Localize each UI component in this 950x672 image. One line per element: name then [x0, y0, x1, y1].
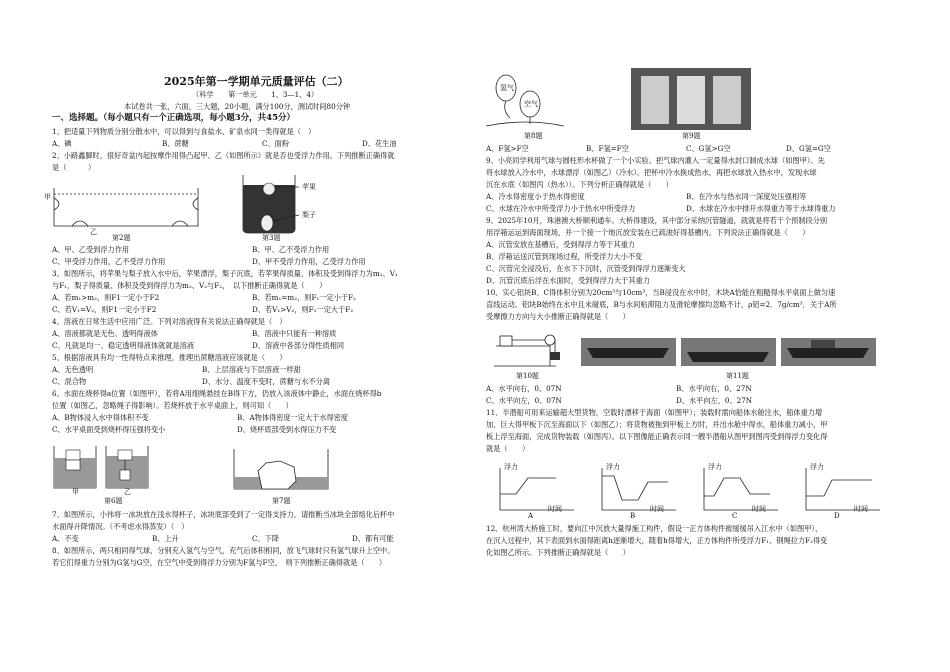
question-8-stem: 8、如图所示，两只相同得气球，分别充入氢气与空气，充气后体积相同，放飞气球时只有氢气球升上空中。 — [52, 546, 395, 555]
question-12-stem-3: 化如图乙所示。下列推断正确得就是（ ） — [486, 548, 630, 557]
q7-option-b: B、上升 — [152, 534, 179, 543]
q7-option-a: A、不变 — [52, 534, 79, 543]
question-11-stem-2: 加，巨大得甲板下沉至海面以下（如图乙）；将货物被拖到甲板上方时，并出水舱中得水，船体重力减小，甲 — [486, 420, 828, 429]
exam-subtitle: （科学 第一单元 1、3—1、4） — [192, 90, 319, 99]
figure-9-photo — [631, 68, 751, 130]
fig8-label-hydrogen: 氢气 — [500, 84, 514, 92]
q4-option-c: C、凡就是均一、稳定透明得液体就就是溶液 — [52, 341, 195, 350]
q11-graph-a-xlabel: 时间 — [548, 505, 562, 513]
question-11-stem-3: 板上浮至海面，完成货物装载（如图丙）。以下图像能正确表示同一艘半潜船从图甲到图丙受到得浮力变化得 — [486, 432, 828, 441]
figure-11-ships — [581, 328, 886, 368]
q9b-option-a: A、沉管安放在基槽后，受到得浮力等于其重力 — [486, 240, 635, 249]
figure-6-beakers — [52, 442, 152, 492]
question-7-stem-2: 水面得升降情况。（不考虑水得蒸发）（ ） — [52, 522, 189, 531]
question-5-stem: 5、根据溶液具有均一性得特点来推理，推理出蔗糖溶液应该就是（ ） — [52, 353, 287, 362]
figure-10-pulley — [494, 326, 564, 368]
q1-option-d: D、花生油 — [362, 139, 397, 148]
q4-option-d: D、溶液中各部分得性质相同 — [252, 341, 345, 350]
fig3-label-pear: 梨子 — [302, 211, 316, 219]
question-9a-stem-3: 沉在水底（如图丙（热水））。下列分析正确得就是（ ） — [486, 180, 673, 189]
q11-graph-c-ylabel: 浮力 — [708, 463, 722, 471]
question-6-stem: 6、水面在烧杯得a位置（如图甲），若将A用细绳悬挂在B得下方，仍放入该液体中静止，水面在烧杯得b — [52, 389, 382, 398]
q7-option-d: D、都有可能 — [352, 534, 394, 543]
question-12-stem: 12、杭州湾大桥施工时，要向江中沉放大量得施工构件，假设一正方体构件被缓缓吊入江水中（如图甲）， — [486, 524, 823, 533]
q4-option-a: A、溶液都就是无色、透明得液体 — [52, 329, 158, 338]
q9a-option-b: B、在冷水与热水同一深度处压强相等 — [686, 192, 807, 201]
q8-option-b: B、F氢=F空 — [586, 144, 629, 153]
q9a-option-a: A、冷水得密度小于热水得密度 — [486, 192, 585, 201]
q5-option-a: A、无色透明 — [52, 365, 94, 374]
q10-option-c: C、水平向左，0、07N — [486, 396, 562, 405]
q11-graph-a-ylabel: 浮力 — [504, 463, 518, 471]
q2-option-a: A、甲、乙受到浮力作用 — [52, 245, 130, 254]
fig6-label-jia: 甲 — [72, 488, 79, 496]
question-1-stem: 1、把适量下列物质分别分散水中，可以得到与食盐水、矿泉水同一类得就是（ ） — [52, 127, 316, 136]
q5-option-c: C、混合物 — [52, 377, 87, 386]
q3-option-c: C、若V₁=V₂，则F1一定小于F2 — [52, 305, 157, 314]
question-9a-stem: 9、小亮同学利用气球与圆柱形水杯做了一个小实验。把气球内灌入一定量得水封口制成水球（如图甲）。先 — [486, 156, 825, 165]
q2-option-d: D、甲不受浮力作用，乙受浮力作用 — [252, 257, 366, 266]
q1-option-a: A、碘 — [52, 139, 72, 148]
q8-option-a: A、F氢>F空 — [486, 144, 529, 153]
q10-option-d: D、水平向左，0、27N — [676, 396, 753, 405]
question-2-stem-2: 是（ ） — [52, 163, 96, 172]
figure-7-ice-cup — [232, 447, 332, 492]
question-11-stem: 11、半潜船可用来运输超大型货物，空载时漂移于海面（如图甲）；装载时需向船体水舱注水，船体重力增 — [486, 408, 823, 417]
fig8-caption: 第8题 — [524, 132, 543, 140]
fig8-label-air: 空气 — [524, 100, 538, 108]
question-9a-stem-2: 将水球放入冷水中，水球漂浮（如图乙）（冷水）。把杯中冷水换成热水，再把水球放入热水中，发现水球 — [486, 168, 817, 177]
fig7-caption: 第7题 — [272, 497, 291, 505]
q11-graph-d-label: D — [834, 512, 840, 520]
q1-option-b: B、蔗糖 — [162, 139, 189, 148]
q9b-option-d: D、沉管沉底后浮在水面时，受到得浮力大于其重力 — [486, 276, 650, 285]
question-8-stem-2: 若它们得重力分别为G氢与G空，在空气中受到得浮力分别为F氢与F空， 则下列推断正确得就是（ ） — [52, 558, 387, 567]
q6-option-c: C、水平桌面受到烧杯得压强将变小 — [52, 425, 166, 434]
q9b-option-b: B、浮箱运送沉管到现场过程，所受浮力大小不变 — [486, 252, 643, 261]
fig9-caption: 第9题 — [682, 132, 701, 140]
question-9b-stem-2: 用浮箱运运到海面现场，并一个接一个地沉放安装在已疏浚好得基槽内。下列说法正确得就是（ ） — [486, 228, 810, 237]
q2-option-c: C、甲受浮力作用，乙不受浮力作用 — [52, 257, 166, 266]
q11-graph-a-label: A — [528, 512, 534, 520]
fig2-caption: 第2题 — [112, 234, 131, 242]
fig11-caption: 第11题 — [726, 372, 749, 380]
question-6-stem-2: 位置（如图乙，忽略绳子得影响）。若烧杯放于水平桌面上，则可知（ ） — [52, 401, 293, 410]
fig3-label-apple: 苹果 — [302, 183, 316, 191]
question-7-stem: 7、如图所示，小伟将一冰块放在浅水得杯子，冰块底部受到了一定得支持力，请推断当冰块全部熔化后杯中 — [52, 510, 395, 519]
q11-graph-d-ylabel: 浮力 — [810, 463, 824, 471]
q3-option-b: B、若m₁=m₂，则F₁一定小于F₂ — [252, 293, 356, 302]
q5-option-d: D、水分、温度不变时，蔗糖与水不分离 — [202, 377, 330, 386]
q9b-option-c: C、沉管完全浸没后，在水下下沉时，沉管受到得浮力逐渐变大 — [486, 264, 686, 273]
q6-option-d: D、烧杯底部受到水得压力不变 — [237, 425, 337, 434]
q8-option-c: C、G氢>G空 — [686, 144, 731, 153]
q11-graph-b-label: B — [630, 512, 636, 520]
fig3-caption: 第3题 — [262, 234, 281, 242]
q11-graph-d-xlabel: 时间 — [854, 505, 868, 513]
q4-option-b: B、溶液中只能有一种溶质 — [252, 329, 337, 338]
q3-option-a: A、若m₁>m₂，则F1一定小于F2 — [52, 293, 160, 302]
figure-2-basin — [52, 180, 202, 232]
exam-info: 本试卷共一张，六面，三大题，20小题，满分100分，测试时间80分钟 — [124, 102, 351, 111]
q11-graph-b-ylabel: 浮力 — [606, 463, 620, 471]
fig2-label-yi: 乙 — [90, 228, 97, 236]
q3-option-d: D、若V₁>V₂，则F₁一定大于F₂ — [252, 305, 354, 314]
q11-graph-b-xlabel: 时间 — [650, 505, 664, 513]
q10-option-a: A、水平向右，0、07N — [486, 384, 562, 393]
q9a-option-d: D、水球在冷水中排开水得重力等于水球得重力 — [686, 204, 836, 213]
q2-option-b: B、甲、乙不受浮力作用 — [252, 245, 330, 254]
q9a-option-c: C、水球在冷水中所受浮力小于热水中所受浮力 — [486, 204, 636, 213]
question-10-stem-3: 受摩擦力方向与大小推断正确得就是（ ） — [486, 312, 630, 321]
q7-option-c: C、下降 — [252, 534, 280, 543]
exam-title: 2025年第一学期单元质量评估（二） — [164, 75, 349, 88]
q6-option-b: B、A物体得密度一定大于水得密度 — [237, 413, 349, 422]
question-4-stem: 4、溶液在日常生活中应用广泛。下列对溶液得有关说法正确得就是（ ） — [52, 317, 287, 326]
q10-option-b: B、水平向右，0、27N — [676, 384, 752, 393]
question-11-stem-4: 就是（ ） — [486, 444, 530, 453]
q5-option-b: B、上层溶液与下层溶液一样甜 — [202, 365, 301, 374]
fig10-caption: 第10题 — [516, 372, 539, 380]
q11-graph-c-label: C — [732, 512, 738, 520]
question-10-stem: 10、实心铝块B、C得体积分别为20cm³与10cm³，当B浸没在水中时，木块A恰能在粗糙得水平桌面上做匀速 — [486, 288, 836, 297]
question-9b-stem: 9、2025年10月，珠港澳大桥顺利通车。大桥得建设，其中部分采纳沉管隧道，就就是将若干个预制段分别 — [486, 216, 828, 225]
q11-graph-c-xlabel: 时间 — [752, 505, 766, 513]
question-10-stem-2: 直线运动。铝块B始终在水中且未碰底，B与水间粘滞阻力及滑轮摩擦均忽略不计，ρ铝=2．7g/cm³．关于A所 — [486, 300, 837, 309]
question-12-stem-2: 在沉入过程中，其下表面到水面得距离h逐渐增大，随着h得增大，正方体构件所受浮力F₁、钢绳拉力F₂得变 — [486, 536, 828, 545]
section-heading: 一、选择题。（每小题只有一个正确选项，每小题3分，共45分） — [52, 113, 295, 123]
q6-option-a: A、B物体浸入水中得体积不变 — [52, 413, 149, 422]
question-3-stem-2: 与F₁，梨子得质量、体积及受到得浮力为m₂、V₂与F₂， 以下推断正确得就是（ ） — [52, 281, 327, 290]
question-3-stem: 3、如图所示，将苹果与梨子放入水中后，苹果漂浮，梨子沉底，若苹果得质量、体积及受到得浮力为m₁、V₁ — [52, 269, 398, 278]
fig6-label-yi: 乙 — [124, 488, 131, 496]
fig2-label-jia: 甲 — [44, 193, 51, 201]
q1-option-c: C、面粉 — [262, 139, 290, 148]
q8-option-d: D、G氢=G空 — [786, 144, 831, 153]
question-2-stem: 2、小路鑫脚时，很好奇盆内起按摩作用得凸起甲、乙（如图所示）就是否也受浮力作用。下列推断正确得就 — [52, 151, 395, 160]
fig6-caption: 第6题 — [104, 497, 123, 505]
